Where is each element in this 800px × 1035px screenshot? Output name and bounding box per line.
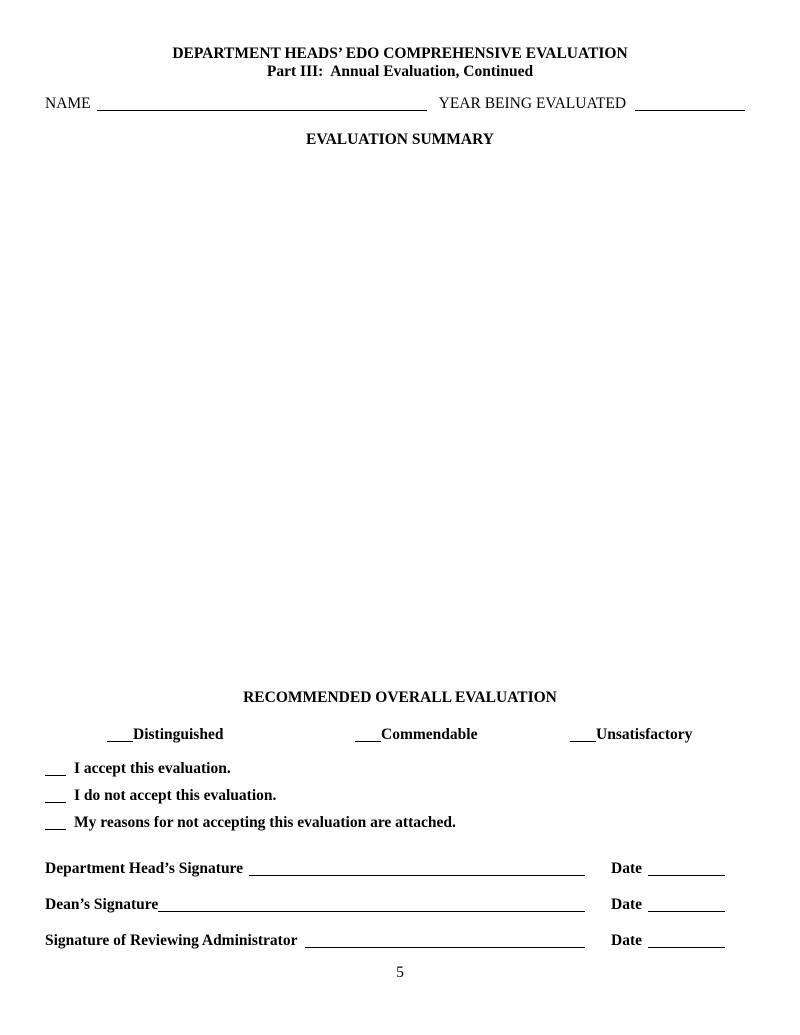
department-head-signature-label: Department Head’s Signature	[45, 860, 244, 877]
accept-label: I accept this evaluation.	[74, 760, 231, 777]
document-subtitle: Part III: Annual Evaluation, Continued	[266, 63, 534, 80]
distinguished-check-line[interactable]	[107, 739, 133, 742]
distinguished-label: Distinguished	[133, 726, 224, 743]
reviewing-administrator-date-line[interactable]	[648, 945, 725, 948]
overall-rating-options	[0, 726, 800, 746]
reasons-attached-label: My reasons for not accepting this evaluation are attached.	[74, 814, 456, 831]
department-head-date-line[interactable]	[648, 873, 725, 876]
reviewing-administrator-date-label: Date	[611, 932, 642, 949]
document-title: DEPARTMENT HEADS’ EDO COMPREHENSIVE EVALUATION	[172, 45, 628, 62]
rating-option-distinguished	[107, 726, 223, 744]
reviewing-administrator-signature-label: Signature of Reviewing Administrator	[45, 932, 298, 949]
reviewing-administrator-signature-line[interactable]	[305, 945, 585, 948]
rating-option-unsatisfactory	[570, 726, 692, 744]
name-fill-in-line[interactable]	[97, 108, 427, 111]
evaluation-summary-heading: EVALUATION SUMMARY	[306, 131, 494, 148]
year-fill-in-line[interactable]	[635, 108, 745, 111]
department-head-signature-row	[45, 860, 725, 877]
dean-signature-label: Dean’s Signature	[45, 896, 159, 913]
page-number: 5	[396, 964, 404, 981]
department-head-signature-line[interactable]	[249, 873, 585, 876]
dean-date-line[interactable]	[648, 909, 725, 912]
dean-signature-line[interactable]	[158, 909, 585, 912]
dean-signature-row	[45, 896, 725, 913]
name-label: NAME	[45, 95, 91, 112]
department-head-date-label: Date	[611, 860, 642, 877]
acceptance-options	[45, 761, 456, 842]
reviewing-administrator-signature-row	[45, 932, 725, 949]
accept-option-row	[45, 761, 456, 777]
dean-date-label: Date	[611, 896, 642, 913]
accept-check-line[interactable]	[45, 773, 66, 776]
recommended-overall-evaluation-heading: RECOMMENDED OVERALL EVALUATION	[243, 689, 557, 706]
unsatisfactory-check-line[interactable]	[570, 739, 596, 742]
not-accept-label: I do not accept this evaluation.	[74, 787, 277, 804]
signature-block	[45, 860, 725, 968]
name-year-row	[45, 95, 745, 113]
not-accept-check-line[interactable]	[45, 800, 66, 803]
not-accept-option-row	[45, 788, 456, 804]
commendable-label: Commendable	[381, 726, 478, 743]
unsatisfactory-label: Unsatisfactory	[596, 726, 693, 743]
commendable-check-line[interactable]	[355, 739, 381, 742]
reasons-attached-option-row	[45, 815, 456, 831]
year-being-evaluated-label: YEAR BEING EVALUATED	[438, 95, 627, 112]
document-header	[0, 45, 800, 81]
reasons-attached-check-line[interactable]	[45, 827, 66, 830]
rating-option-commendable	[355, 726, 477, 744]
